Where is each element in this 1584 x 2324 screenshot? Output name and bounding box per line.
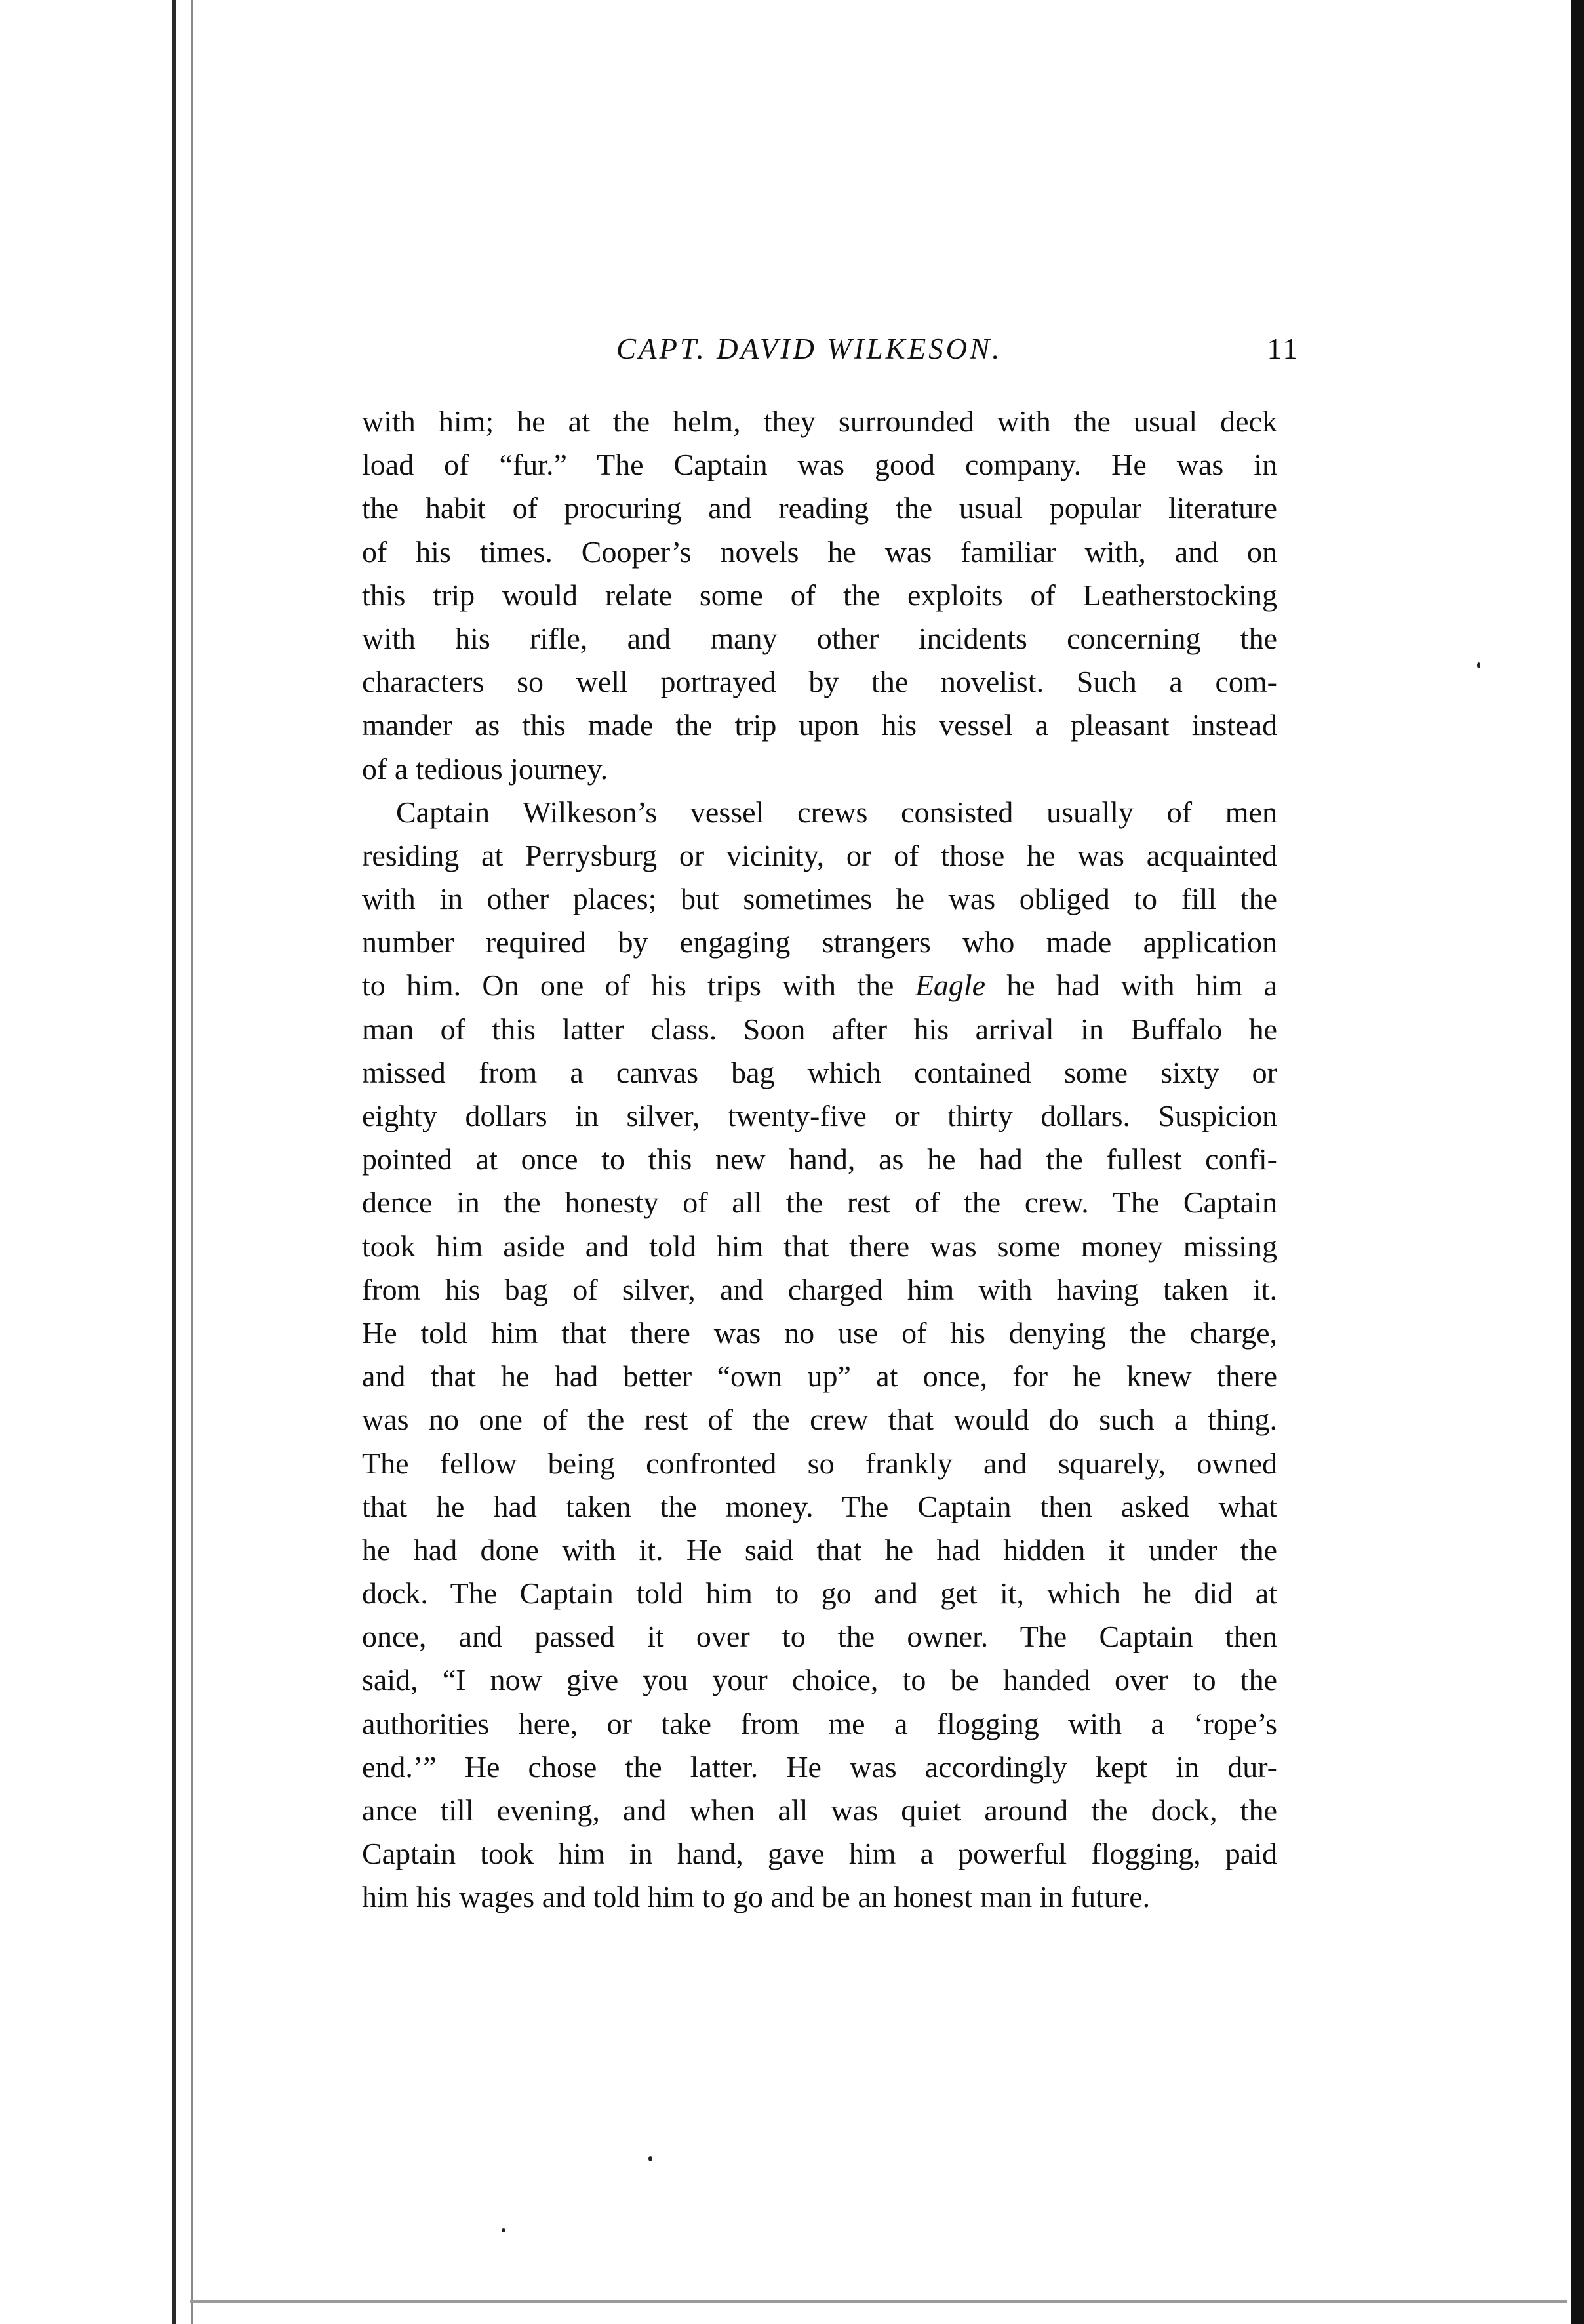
text-line: of his times. Cooper’s novels he was familiar with, and on (362, 534, 1277, 569)
text-line: that he had taken the money. The Captain then asked what (362, 1489, 1277, 1523)
text-line: dock. The Captain told him to go and get it, which he did at (362, 1576, 1277, 1611)
text-line: pointed at once to this new hand, as he had the fullest confi- (362, 1142, 1277, 1176)
text-line: of a tedious journey. (362, 751, 608, 786)
body-text (362, 400, 1277, 1919)
text-line: took him aside and told him that there was some money missing (362, 1229, 1277, 1263)
text-line: once, and passed it over to the owner. The Captain then (362, 1620, 1277, 1654)
text-segment: to him. On one of his trips with the (362, 969, 915, 1003)
ink-speck (1477, 662, 1480, 668)
scan-right-border (1571, 0, 1584, 2324)
text-line: eighty dollars in silver, twenty-five or thirty dollars. Suspicion (362, 1099, 1277, 1132)
page-number-text: 11 (1267, 332, 1299, 365)
text-line: the habit of procuring and reading the usual popular literature (362, 491, 1277, 525)
text-line: Captain Wilkeson’s vessel crews consisted usually of men (396, 795, 1277, 829)
text-line: Captain took him in hand, gave him a powerful flogging, paid (362, 1837, 1277, 1871)
page-number (1267, 332, 1299, 366)
text-line: end.’” He chose the latter. He was accordingly kept in dur- (362, 1750, 1277, 1784)
scan-bottom-edge (190, 2300, 1567, 2303)
text-line: with his rifle, and many other incidents concerning the (362, 621, 1277, 655)
text-segment: he had with him a (985, 969, 1277, 1003)
ink-speck (648, 2156, 652, 2161)
ship-name-italic: Eagle (915, 969, 986, 1003)
text-line: missed from a canvas bag which contained some sixty or (362, 1055, 1277, 1089)
text-line: with him; he at the helm, they surrounded with the usual deck (362, 405, 1277, 438)
text-line: with in other places; but sometimes he was obliged to fill the (362, 882, 1277, 916)
text-line: He told him that there was no use of his denying the charge, (362, 1315, 1277, 1350)
text-line: said, “I now give you your choice, to be handed over to the (362, 1663, 1277, 1697)
text-line: was no one of the rest of the crew that would do such a thing. (362, 1403, 1277, 1437)
text-line: dence in the honesty of all the rest of the crew. The Captain (362, 1186, 1277, 1220)
text-line: characters so well portrayed by the novelist. Such a com- (362, 665, 1277, 699)
text-line: from his bag of silver, and charged him with having taken it. (362, 1272, 1277, 1306)
text-line: residing at Perrysburg or vicinity, or of those he was acquainted (362, 838, 1277, 872)
text-line: him his wages and told him to go and be an honest man in future. (362, 1880, 1151, 1914)
text-line: authorities here, or take from me a flogging with a ‘rope’s (362, 1706, 1277, 1740)
text-line: and that he had better “own up” at once, for he knew there (362, 1359, 1277, 1393)
paragraph-2 (362, 791, 1277, 1919)
page-gutter-line (191, 0, 193, 2324)
text-line: load of “fur.” The Captain was good company. He was in (362, 448, 1277, 482)
text-line: man of this latter class. Soon after his arrival in Buffalo he (362, 1012, 1277, 1046)
text-line: ance till evening, and when all was quiet around the dock, the (362, 1793, 1277, 1827)
text-line: he had done with it. He said that he had hidden it under the (362, 1533, 1277, 1567)
running-head-title: CAPT. DAVID WILKESON. (616, 332, 1002, 365)
text-line: mander as this made the trip upon his vessel a pleasant instead (362, 708, 1277, 742)
ink-speck (502, 2228, 505, 2232)
paragraph-1 (362, 400, 1277, 791)
text-line: number required by engaging strangers who made application (362, 925, 1277, 959)
text-line: this trip would relate some of the exploits of Leatherstocking (362, 578, 1277, 612)
text-line-with-ship-name (362, 964, 1277, 1007)
page-binding-edge (172, 0, 176, 2324)
text-line: The fellow being confronted so frankly and squarely, owned (362, 1446, 1277, 1480)
